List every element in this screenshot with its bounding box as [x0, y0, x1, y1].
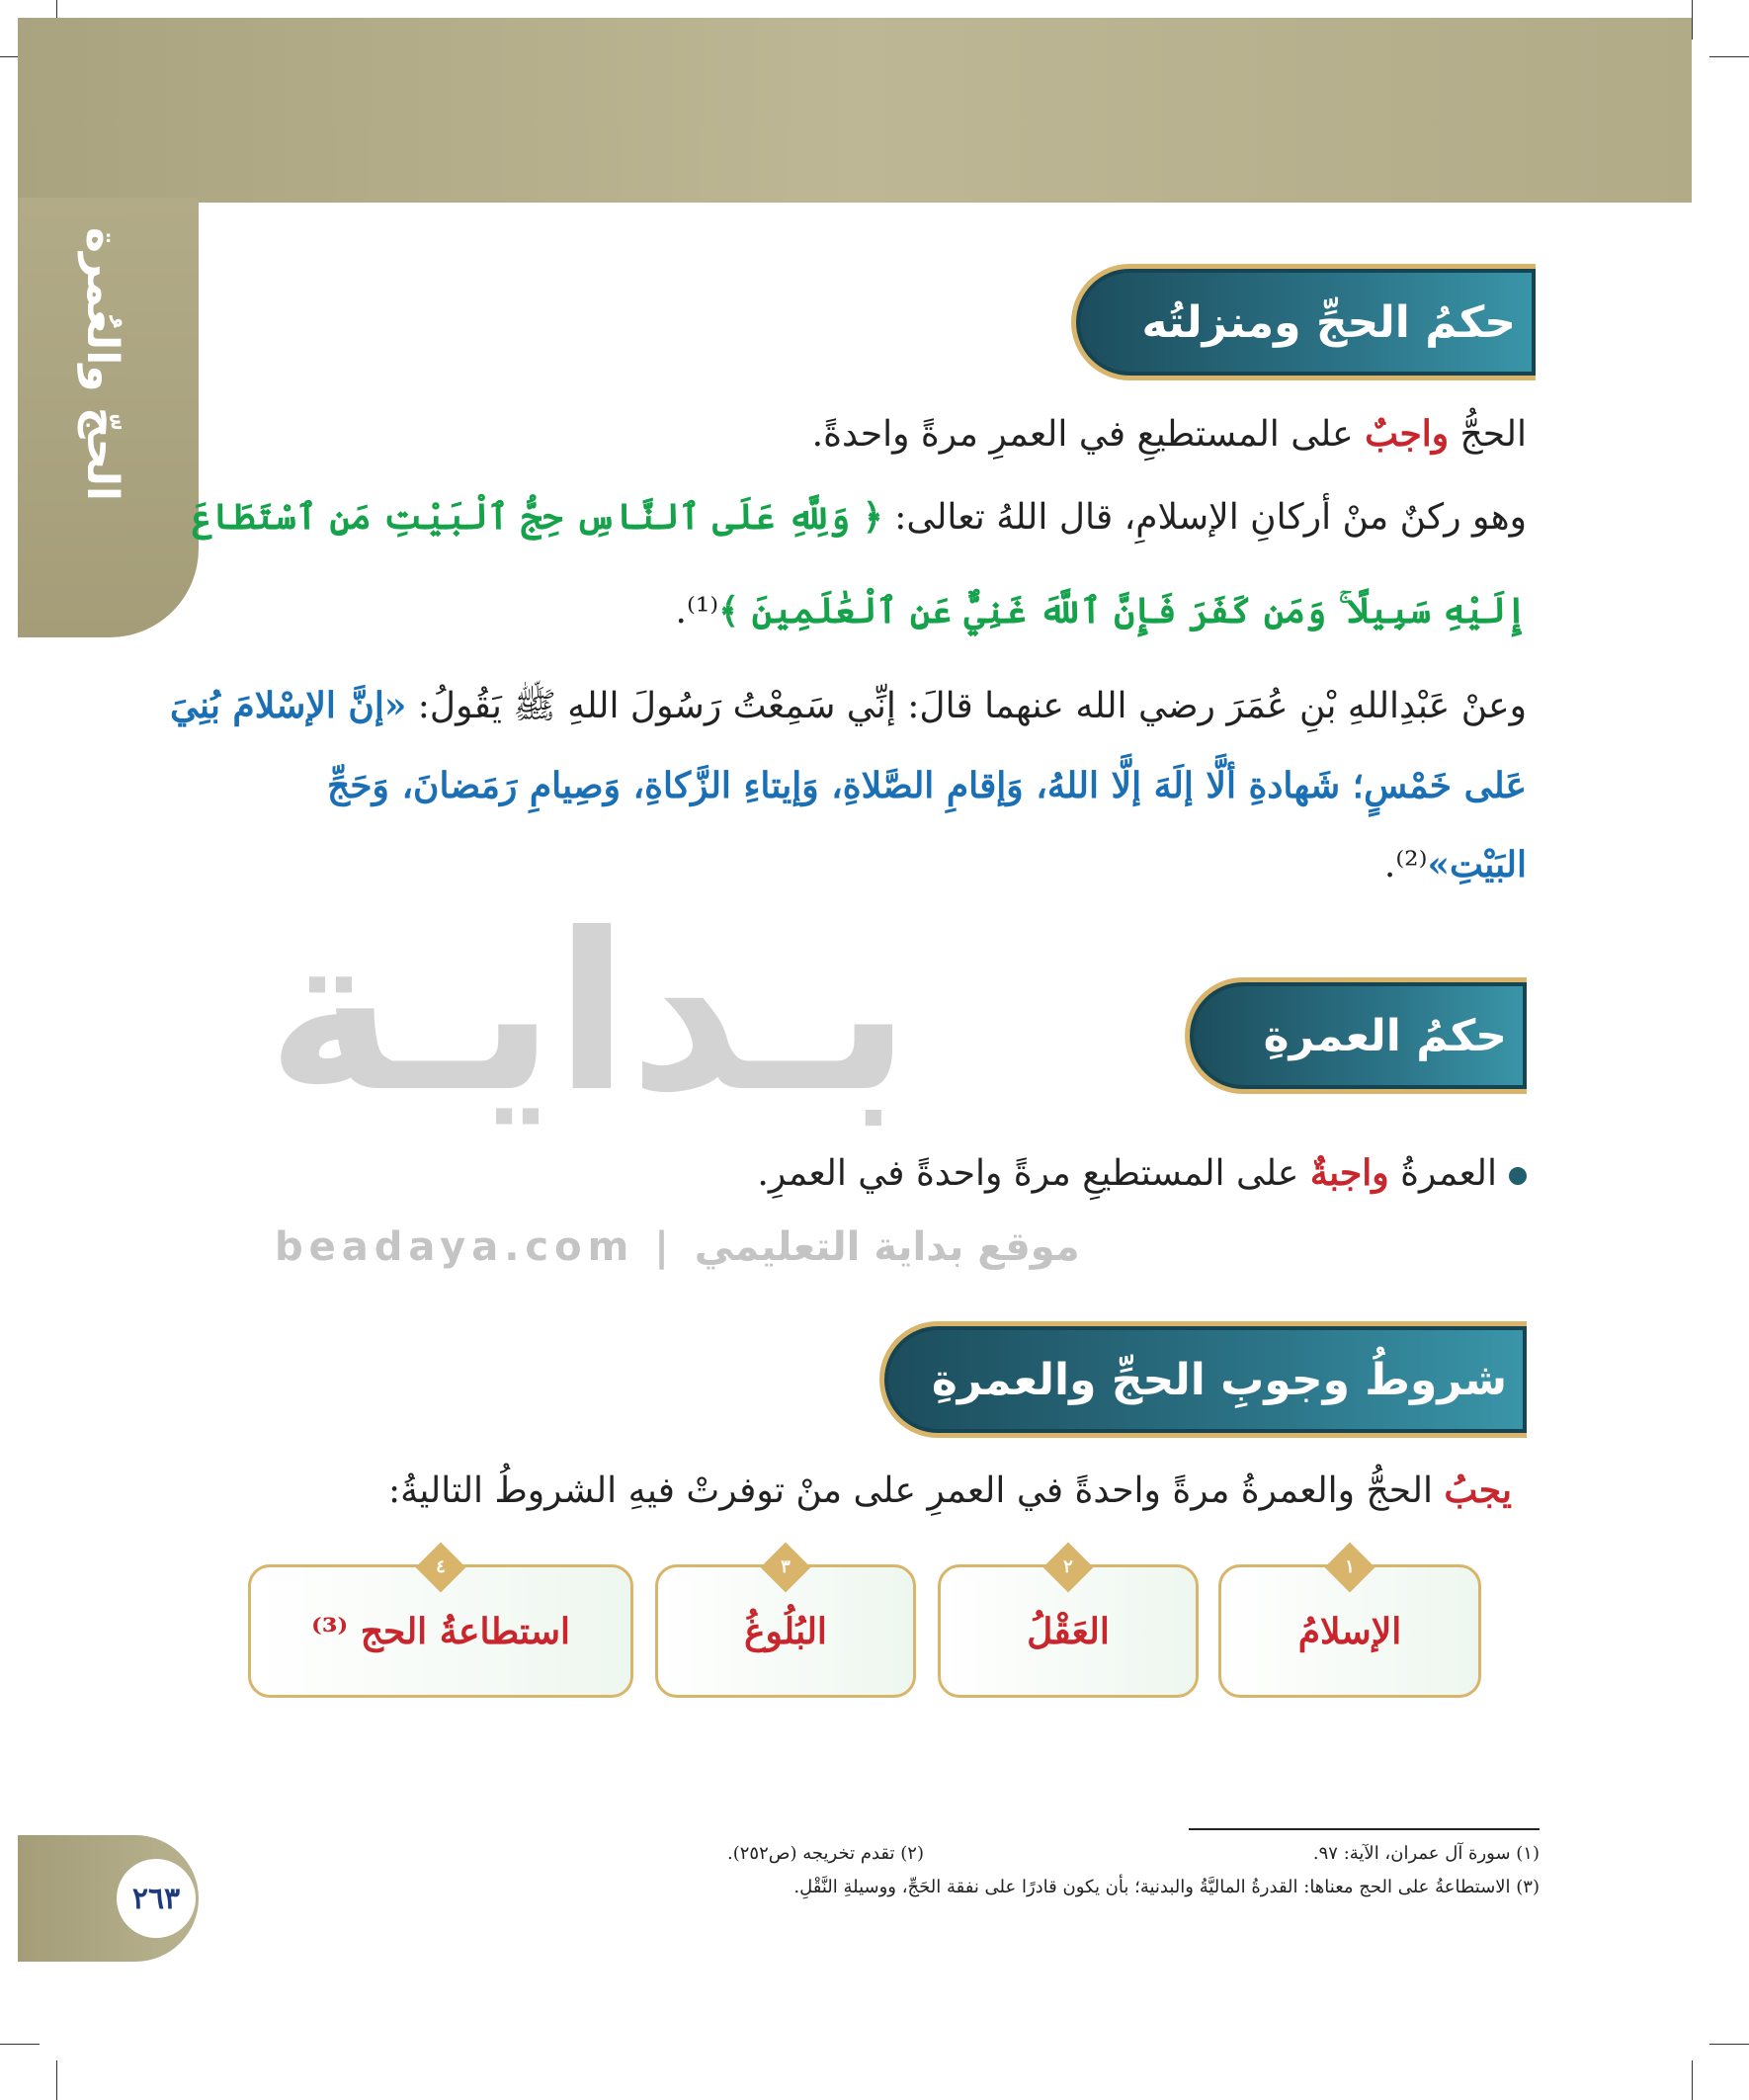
chapter-side-tab [18, 198, 199, 637]
crop-mark [1709, 56, 1749, 57]
crop-mark [0, 2044, 40, 2045]
conditions-intro: يجبُ الحجُّ والعمرةُ مرةً واحدةً في العمرِ على منْ توفرتْ فيهِ الشروطُ التاليةُ: [387, 1470, 1512, 1511]
condition-card: ٤ استطاعةُ الحج ⁽³⁾ [248, 1564, 633, 1698]
crop-mark [56, 2060, 57, 2100]
hadith-line-2: عَلى خَمْسٍ؛ شَهادةِ ألَّا إلَهَ إلَّا اللهُ، وَإقامِ الصَّلاةِ، وَإيتاءِ الزَّكاةِ، وَصِيامِ رَمَضانَ، وَحَجِّ [327, 765, 1527, 806]
condition-card: ٣ البُلُوغُ [655, 1564, 916, 1698]
umrah-bullet: العمرةُ واجبةٌ على المستطيعِ مرةً واحدةً في العمرِ. [757, 1152, 1527, 1194]
page-number: ٢٦٣ [117, 1859, 196, 1938]
crop-mark [1692, 2060, 1693, 2100]
hajj-line-2: وهو ركنٌ منْ أركانِ الإسلامِ، قال اللهُ تعالى: ﴿ وَلِلَّهِ عَلَى ٱلنَّاسِ حِجُّ ٱلْبَيْتِ مَنِ ٱسْتَطَاعَ [192, 496, 1527, 538]
hajj-line-1: الحجُّ واجبٌ على المستطيعِ في العمرِ مرةً واحدةً. [811, 413, 1527, 455]
crop-mark [1692, 0, 1693, 40]
footnote-2: (٢) تقدم تخريجه (ص٢٥٢). [727, 1843, 924, 1864]
top-banner [18, 18, 1692, 203]
condition-card: ١ الإسلامُ [1218, 1564, 1481, 1698]
section-heading-hajj-ruling: حكمُ الحجِّ ومنزلتُه [1071, 264, 1536, 380]
section-heading-umrah-ruling: حكمُ العمرةِ [1185, 977, 1527, 1094]
hadith-line-1: وعنْ عَبْدِاللهِ بْنِ عُمَرَ رضي الله عنهما قالَ: إنِّي سَمِعْتُ رَسُولَ اللهِ ﷺ يَقُولُ: «إنَّ الإسْلامَ بُنِيَ [169, 685, 1527, 726]
crop-mark [1709, 2044, 1749, 2045]
chapter-title: الحجّ والعُمرة [77, 227, 127, 501]
footnote-divider [1189, 1828, 1540, 1830]
condition-card: ٢ العَقْلُ [938, 1564, 1199, 1698]
watermark-logo: بـدايـة [267, 886, 911, 1139]
watermark-site: beadaya.com | موقع بداية التعليمي [275, 1224, 1080, 1270]
bullet-icon [1509, 1167, 1527, 1185]
quran-verse: إِلَيْهِ سَبِيلًا ۚ وَمَن كَفَرَ فَإِنَّ ٱللَّهَ غَنِيٌّ عَنِ ٱلْعَٰلَمِينَ ﴾⁽¹⁾. [675, 590, 1527, 631]
footnote-3: (٣) الاستطاعةُ على الحج معناها: القدرةُ الماليَّةُ والبدنية؛ بأن يكون قادرًا على نفقة الحَجِّ، ووسيلةِ النَّقْلِ. [793, 1877, 1540, 1897]
section-heading-conditions: شروطُ وجوبِ الحجِّ والعمرةِ [879, 1321, 1527, 1438]
footnote-1: (١) سورة آل عمران، الآية: ٩٧. [1312, 1843, 1540, 1864]
page-number-badge [18, 1835, 199, 1962]
hadith-line-3: البَيْتِ»⁽²⁾. [1383, 844, 1527, 885]
